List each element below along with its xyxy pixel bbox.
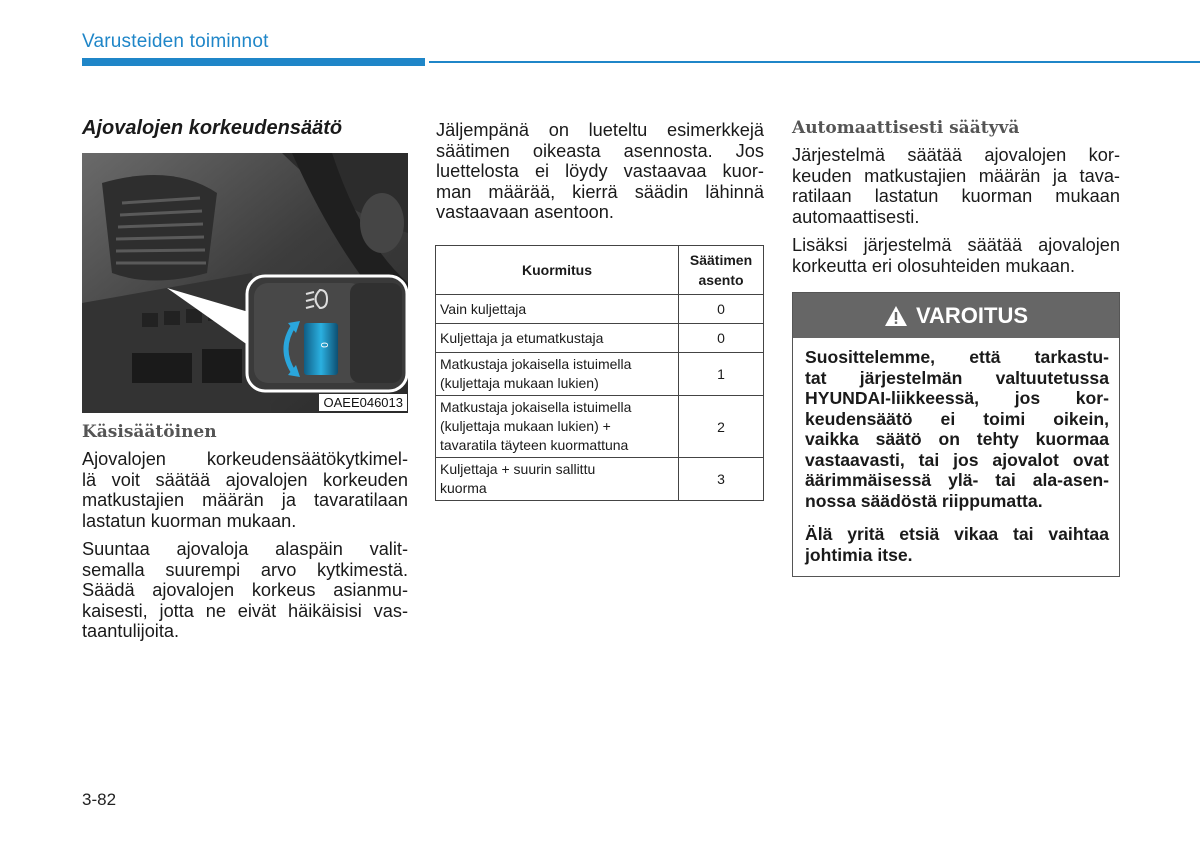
automatic-subheading: Automaattisesti säätyvä [792, 118, 1020, 138]
table-row [436, 458, 764, 501]
cell-line: kuorma [440, 480, 487, 496]
cell-line: (kuljettaja mukaan lukien) + [440, 418, 611, 434]
text-line: Säädä ajovalojen korkeus asianmu- [82, 580, 408, 601]
automatic-paragraph-1 [792, 145, 1120, 227]
page-number: 3-82 [82, 790, 117, 809]
warning-triangle-icon [884, 305, 908, 327]
cell-line: (kuljettaja mukaan lukien) [440, 375, 599, 391]
text-line: korkeutta eri olosuhteiden mukaan. [792, 255, 1076, 276]
position-cell: 0 [679, 295, 764, 324]
automatic-paragraph-2 [792, 235, 1120, 276]
header-line: Säätimen [689, 252, 753, 268]
text-line: vaikka säätö on tehty kuormaa [805, 429, 1109, 449]
cell-line: Matkustaja jokaisella istuimella [440, 399, 632, 415]
manual-paragraph-2 [82, 539, 408, 642]
table-row [436, 353, 764, 396]
manual-subheading: Käsisäätöinen [82, 422, 217, 442]
text-line: semalla suurempi arvo kytkimestä. [82, 559, 408, 580]
headlight-switch-figure [82, 153, 408, 413]
text-line: man määrää, kierrä säädin lähinnä [436, 181, 764, 202]
section-title: Varusteiden toiminnot [82, 31, 269, 52]
load-cell [436, 458, 679, 501]
cell-line: Kuljettaja + suurin sallittu [440, 461, 596, 477]
table-header-row [436, 246, 764, 295]
text-line: nossa säädöstä riippumatta. [805, 490, 1043, 511]
svg-text:0: 0 [318, 342, 329, 348]
table-row [436, 295, 764, 324]
manual-paragraph-1 [82, 449, 408, 531]
text-line: johtimia itse. [805, 544, 913, 565]
column-header-position [679, 246, 764, 295]
load-cell [436, 295, 679, 324]
text-line: taantulijoita. [82, 621, 180, 642]
warning-paragraph-2 [805, 524, 1109, 565]
cell-line: Vain kuljettaja [440, 300, 527, 317]
text-line: Lisäksi järjestelmä säätää ajovalojen [792, 235, 1120, 255]
text-line: äärimmäisessä ylä- tai ala-asen- [805, 470, 1109, 490]
figure-code: OAEE046013 [319, 394, 407, 411]
header-line: asento [698, 272, 744, 288]
dashboard-photo [82, 153, 408, 413]
position-cell: 1 [679, 353, 764, 396]
text-line: ratilaan lastatun kuorman mukaan [792, 186, 1120, 207]
position-cell: 2 [679, 396, 764, 458]
cell-line: tavaratila täyteen kuormattuna [440, 437, 629, 453]
text-line: matkustajien määrän ja tavaratilaan [82, 490, 408, 511]
headlight-leveling-title: Ajovalojen korkeudensäätö [82, 117, 343, 139]
text-line: Järjestelmä säätää ajovalojen kor- [792, 145, 1120, 165]
text-line: lä voit säätää ajovalojen korkeuden [82, 469, 408, 490]
text-line: keuden matkustajien määrän ja tava- [792, 165, 1120, 186]
load-cell [436, 324, 679, 353]
load-cell [436, 396, 679, 458]
text-line: vastaavasti, tai jos ajovalot ovat [805, 449, 1109, 470]
text-line: HYUNDAI-liikkeessä, jos kor- [805, 388, 1109, 408]
position-cell: 0 [679, 324, 764, 353]
header-rule-thin [429, 61, 1200, 63]
table-row [436, 396, 764, 458]
warning-title: VAROITUS [915, 302, 1029, 328]
text-line: Ajovalojen korkeudensäätökytkimel- [82, 449, 408, 469]
text-line: Suuntaa ajovaloja alaspäin valit- [82, 539, 408, 559]
warning-box [792, 292, 1120, 577]
cell-line: Matkustaja jokaisella istuimella [440, 356, 632, 372]
text-line: lastatun kuorman mukaan. [82, 510, 297, 531]
text-line: keudensäätö ei toimi oikein, [805, 408, 1109, 429]
table-intro-paragraph [436, 120, 764, 223]
text-line: säätimen oikeasta asennosta. Jos [436, 140, 764, 161]
position-cell: 3 [679, 458, 764, 501]
text-line: luettelosta ei löydy vastaavaa kuor- [436, 161, 764, 182]
text-line: Jäljempänä on lueteltu esimerkkejä [436, 120, 764, 140]
column-header-load: Kuormitus [436, 246, 679, 295]
load-position-table [435, 245, 764, 501]
text-line: Älä yritä etsiä vikaa tai vaihtaa [805, 524, 1109, 544]
cell-line: Kuljettaja ja etumatkustaja [440, 329, 604, 346]
text-line: automaattisesti. [792, 206, 920, 227]
text-line: tat järjestelmän valtuutetussa [805, 367, 1109, 388]
load-cell [436, 353, 679, 396]
warning-header [793, 293, 1119, 338]
warning-paragraph-1 [805, 347, 1109, 511]
text-line: Suosittelemme, että tarkastu- [805, 347, 1109, 367]
table-row [436, 324, 764, 353]
header-rule-thick [82, 58, 425, 66]
text-line: vastaavaan asentoon. [436, 202, 614, 223]
text-line: kaisesti, jotta ne eivät häikäisisi vas- [82, 600, 408, 621]
